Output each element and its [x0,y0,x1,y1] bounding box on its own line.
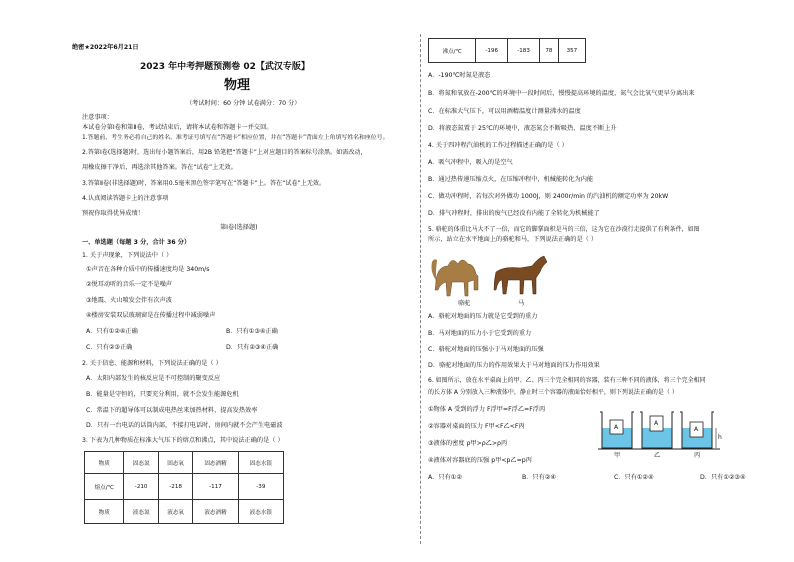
q3-option-b: B．将氮和氧放在-200℃的环境中一段时间后，慢慢提高环境的温度，氮气会比氧气更早分离出来 [428,90,695,97]
q5-option-d: D．骆驼对地面的压力的作用效果大于马对地面的压力作用效果 [428,362,600,369]
table-cell: 物质 [85,452,124,474]
q3-stem: 3. 下表为几种物质在标准大气压下的熔点和沸点，其中说法正确的是（ ） [82,437,284,444]
q3-option-c: C．在标准大气压下，可以用酒精温度计测量沸水的温度 [428,108,581,115]
exam-title: 2023 年中考押题预测卷 02【武汉专版】 [140,62,310,72]
table-cell: -117 [193,474,238,500]
q6-item: ③液体的密度 ρ甲>ρ乙>ρ丙 [428,440,508,447]
container-label-jia: 甲 [614,452,621,459]
table-cell: -196 [476,39,508,63]
section1-heading: 一、单选题（每题 3 分，合计 36 分） [82,239,191,246]
secret-label: 绝密★2022年6月21日 [72,44,139,51]
q6-item: ④液体对容器底的压强 p甲<p乙=p丙 [428,457,532,464]
q5-option-a: A．骆驼对地面的压力就是它受到的重力 [428,313,538,320]
table-cell: 物质 [85,500,124,524]
q2-stem: 2. 关于信息、能源和材料，下列说法正确的是（ ） [82,360,222,367]
table-cell: 357 [558,39,585,63]
table-cell: -218 [158,474,192,500]
exam-info: （考试时间：60 分钟 试卷满分：70 分） [186,100,301,107]
q6-item: ②容器对桌面的压力 F甲<F乙<F丙 [428,423,525,430]
block-a-label: A [654,420,659,427]
part1-heading: 第Ⅰ卷(选择题) [220,224,258,231]
q3-table [84,451,284,524]
table-cell: 固态氮 [124,452,158,474]
notice-line: 本试卷分第Ⅰ卷和第Ⅱ卷，考试结束后，请将本试卷和答题卡一并交回。 [82,124,273,131]
table-cell: -183 [508,39,540,63]
table-cell: 液态水银 [238,500,283,524]
table-cell: 液态氧 [158,500,192,524]
q5-option-b: B．马对地面的压力小于它受到的重力 [428,330,532,337]
q6-option-d: D．只有①②③④ [700,474,746,481]
q1-option-c: C．只有②③正确 [86,344,133,351]
horse-image [494,256,547,294]
camel-label: 骆驼 [458,300,471,307]
q1-item: ①声音在各种介质中的传播速度均是 340m/s [86,266,210,273]
container-label-bing: 丙 [694,452,701,459]
notice-heading: 注意事项： [82,114,113,121]
q1-item: ③地震、火山喷发会伴有次声波 [86,297,172,304]
q3-table-continued [428,38,586,63]
q6-stem-line: 6. 如图所示，放在水平桌面上的甲、乙、丙三个完全相同的容器，装有三种不同的液体，将三个完全相同 [428,377,706,384]
notice-line: 预祝你取得优异成绩！ [82,210,144,217]
camel-image [432,259,479,296]
horse-label: 马 [518,300,525,307]
notice-line: 4.认真阅读答题卡上的注意事项 [82,195,169,202]
q3-option-a: A．-190℃时氮是液态 [428,72,491,79]
q6-option-b: B．只有②④ [522,474,556,481]
table-cell: -210 [124,474,158,500]
q4-stem: 4. 关于四冲程汽油机的工作过程描述正确的是（ ） [428,142,568,149]
q2-option-d: D．只有一台电话的话筒内部，不接打电话时，房间内就不会产生电磁波 [86,422,283,429]
q2-option-c: C．常温下的超导体可以制成电热丝来加热材料，提高发热效率 [86,407,258,414]
q5-stem-line: 所示，站立在水平地面上的骆驼和马，下列说法正确的是（ ） [428,236,598,243]
q6-option-a: A．只有①② [428,474,462,481]
table-cell: -39 [238,474,283,500]
table-cell: 沸点/℃ [429,39,476,63]
table-cell: 固态酒精 [193,452,238,474]
height-label: h [718,434,722,441]
q1-item: ④楼房安装双层玻璃窗是在传播过程中减弱噪声 [86,312,216,319]
subject-title: 物理 [224,78,251,93]
q6-option-c: C．只有①②④ [614,474,654,481]
table-cell: 固态水银 [238,452,283,474]
q1-stem: 1. 关于声现象，下列说法中（ ） [82,252,173,259]
notice-line: 用橡皮擦干净后，再选涂其他答案。答在“试卷”上无效。 [82,164,237,171]
column-divider [420,34,421,544]
q1-option-d: D．只有②③④正确 [226,344,279,351]
camel-horse-figure [428,250,552,310]
block-a-label: A [614,424,619,431]
q1-item: ②悦耳动听的音乐一定不是噪声 [86,281,172,288]
q2-option-b: B．能量是守恒的，只要充分利用，就不会发生能源危机 [86,391,239,398]
table-cell: 熔点/℃ [85,474,124,500]
q5-stem-line: 5. 骆驼的体重比马大不了一倍，而它的脚掌面积是马的三倍，这为它在沙漠行走提供了有利条件，如图 [428,226,700,233]
q4-option-d: D．排气冲程时，排出的废气已经没有内能了全转化为机械能了 [428,210,600,217]
container-label-yi: 乙 [654,452,661,459]
table-cell: 78 [539,39,558,63]
table-cell: 固态氧 [158,452,192,474]
table-cell: 液态氮 [124,500,158,524]
q6-item: ①物体 A 受到的浮力 F浮甲=F浮乙=F浮丙 [428,406,546,413]
block-a-label: A [694,426,699,433]
q4-option-c: C．做功冲程时，若每次对外做功 1000J，则 2400r/min 的汽油机的额定功率为 20kW [428,193,669,200]
notice-line: 2.答第Ⅰ卷(选择题)时，选出每小题答案后，用2B 铅笔把“答题卡”上对应题目的答案标号涂黑。如需改动， [82,149,367,156]
q5-option-c: C．骆驼对地面的压强小于马对地面的压强 [428,346,544,353]
q3-option-d: D．将液态氮置于 25℃的环境中，液态氮会不断吸热，温度不断上升 [428,125,617,132]
notice-line: 3.答第Ⅱ卷(非选择题)时，答案用0.5毫米黑色签字笔写在“答题卡”上。答在“试卷”上无效。 [82,180,326,187]
q4-option-b: B．通过热传递压缩点火，在压缩冲程中，机械能转化为内能 [428,176,594,183]
q4-option-a: A．吸气冲程中，吸入的是空气 [428,159,513,166]
q2-option-a: A．太阳内部发生的核反应是不可控制的聚变反应 [86,375,221,382]
q6-stem-line: 的长方体 A 分别放入三种液体中，静止时三个容器的液面恰好相平，则下列说法正确的是（ ） [428,389,678,396]
notice-line: 1.答题前，考生务必将自己的姓名、准考证号填写在“答题卡”相应位置，并在“答题卡”背面左上角填写姓名和座位号。 [82,135,389,141]
container-yi [640,412,674,448]
table-cell: 液态酒精 [193,500,238,524]
q1-option-a: A．只有①②④正确 [86,328,138,335]
q1-option-b: B．只有①③④正确 [226,328,278,335]
